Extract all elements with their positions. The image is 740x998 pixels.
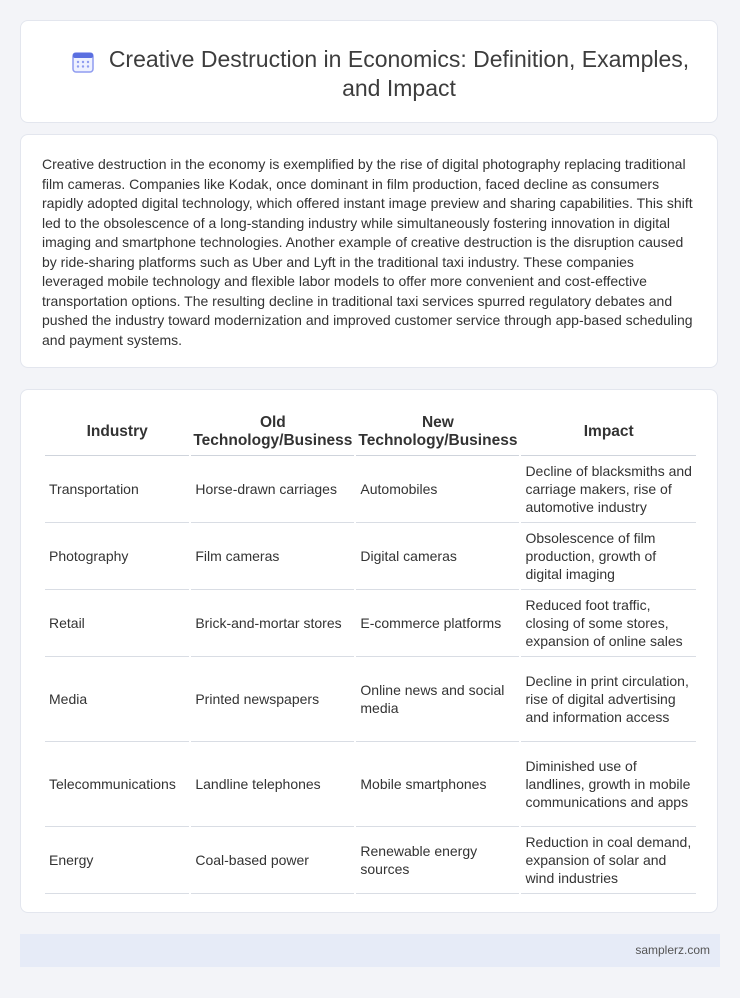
- header-industry: Industry: [45, 410, 189, 456]
- cell-old: Horse-drawn carriages: [191, 456, 354, 523]
- article-card: [20, 134, 718, 368]
- footer: [20, 934, 720, 967]
- table-row: [45, 590, 696, 657]
- table-row: [45, 657, 696, 742]
- header-new-technology: New Technology/Business: [356, 410, 519, 456]
- cell-industry: Energy: [45, 827, 189, 894]
- cell-impact: Decline in print circulation, rise of digital advertising and information access: [521, 657, 696, 742]
- calendar-icon: [71, 50, 95, 74]
- cell-impact: Reduced foot traffic, closing of some stores, expansion of online sales: [521, 590, 696, 657]
- cell-old: Printed newspapers: [191, 657, 354, 742]
- cell-impact: Reduction in coal demand, expansion of solar and wind industries: [521, 827, 696, 894]
- header-old-technology: Old Technology/Business: [191, 410, 354, 456]
- cell-industry: Media: [45, 657, 189, 742]
- table-card: [20, 389, 718, 913]
- title-card: [20, 20, 718, 123]
- footer-site-link[interactable]: samplerz.com: [635, 943, 710, 957]
- cell-old: Coal-based power: [191, 827, 354, 894]
- table-row: [45, 742, 696, 827]
- cell-industry: Telecommunications: [45, 742, 189, 827]
- cell-impact: Diminished use of landlines, growth in mobile communications and apps: [521, 742, 696, 827]
- cell-old: Film cameras: [191, 523, 354, 590]
- cell-industry: Transportation: [45, 456, 189, 523]
- cell-impact: Decline of blacksmiths and carriage makers, rise of automotive industry: [521, 456, 696, 523]
- cell-new: Online news and social media: [356, 657, 519, 742]
- cell-impact: Obsolescence of film production, growth of digital imaging: [521, 523, 696, 590]
- cell-industry: Photography: [45, 523, 189, 590]
- cell-old: Landline telephones: [191, 742, 354, 827]
- cell-new: Automobiles: [356, 456, 519, 523]
- cell-old: Brick-and-mortar stores: [191, 590, 354, 657]
- table-row: [45, 827, 696, 894]
- page-title: Creative Destruction in Economics: Definition, Examples, and Impact: [108, 46, 690, 101]
- table-row: [45, 456, 696, 523]
- header-impact: Impact: [521, 410, 696, 456]
- cell-new: Renewable energy sources: [356, 827, 519, 894]
- cell-industry: Retail: [45, 590, 189, 657]
- cell-new: Digital cameras: [356, 523, 519, 590]
- cell-new: E-commerce platforms: [356, 590, 519, 657]
- table-header-row: [45, 410, 696, 456]
- cell-new: Mobile smartphones: [356, 742, 519, 827]
- article-paragraph: Creative destruction in the economy is exemplified by the rise of digital photography replacing traditional film cameras. Companies like Kodak, once dominant in film production, faced decline as consumers rapidly adopted digital technology, which offered instant image preview and sharing capabilities. This shift led to the obsolescence of a long-standing industry while simultaneously fostering innovation in digital imaging and smartphone technologies. Another example of creative destruction is the disruption caused by ride-sharing platforms such as Uber and Lyft in the traditional taxi industry. These companies leveraged mobile technology and flexible labor models to offer more convenient and cost-effective transportation options. The resulting decline in traditional taxi services spurred regulatory debates and pushed the industry toward modernization and improved customer service through app-based scheduling and payment systems.: [42, 156, 693, 348]
- comparison-table: [43, 410, 698, 894]
- table-row: [45, 523, 696, 590]
